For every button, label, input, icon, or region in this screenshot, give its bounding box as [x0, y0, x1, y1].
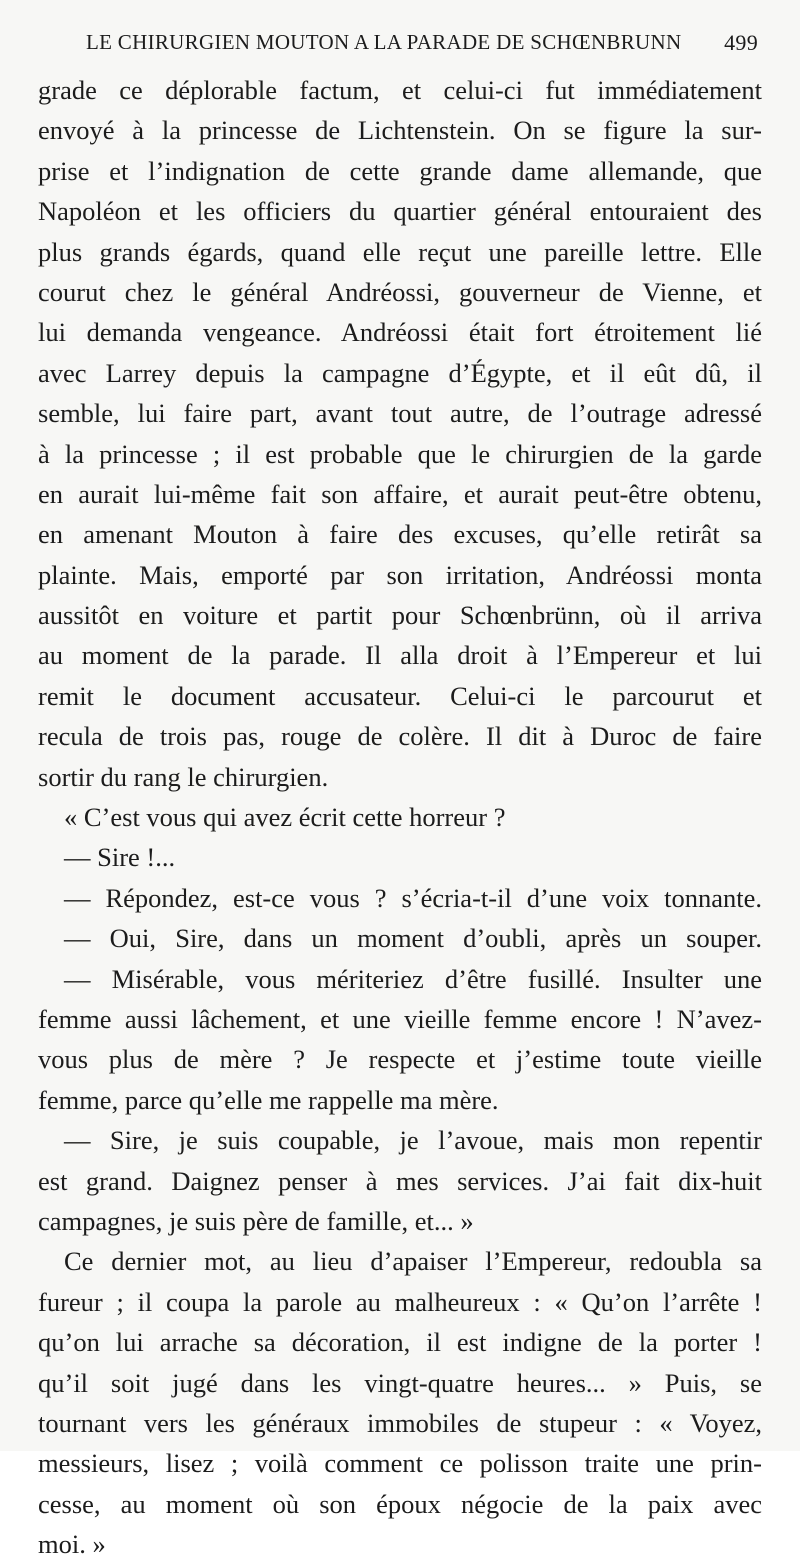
text-line: cesse, au moment où son époux négocie de la paix avec [38, 1488, 762, 1519]
text-line: moi. » [38, 1529, 106, 1560]
text-line: grade ce déplorable factum, et celui-ci fut immédiatement [38, 75, 762, 105]
text-line: femme, parce qu’elle me rappelle ma mère. [38, 1084, 499, 1115]
running-title: LE CHIRURGIEN MOUTON A LA PARADE DE SCHŒNBRUNN [86, 30, 682, 54]
text-line: messieurs, lisez ; voilà comment ce polisson traite une prin- [38, 1448, 762, 1479]
text-line: plainte. Mais, emporté par son irritation, Andréossi monta [38, 559, 762, 590]
text-line: plus grands égards, quand elle reçut une pareille lettre. Elle [38, 236, 762, 267]
text-line: campagnes, je suis père de famille, et... » [38, 1205, 474, 1236]
body-text [38, 70, 762, 1564]
text-line: Ce dernier mot, au lieu d’apaiser l’Empereur, redoubla sa [64, 1246, 762, 1277]
text-line: en amenant Mouton à faire des excuses, qu’elle retirât sa [38, 519, 762, 550]
text-line: en aurait lui-même fait son affaire, et aurait peut-être obtenu, [38, 478, 762, 509]
text-line: lui demanda vengeance. Andréossi était fort étroitement lié [38, 317, 762, 348]
text-line: remit le document accusateur. Celui-ci le parcourut et [38, 680, 762, 711]
text-line: qu’on lui arrache sa décoration, il est indigne de la porter ! [38, 1327, 762, 1358]
text-line: — Oui, Sire, dans un moment d’oubli, après un souper. [64, 923, 762, 954]
text-line: qu’il soit jugé dans les vingt-quatre heures... » Puis, se [38, 1367, 762, 1398]
text-line: tournant vers les généraux immobiles de stupeur : « Voyez, [38, 1407, 762, 1438]
text-line: — Répondez, est-ce vous ? s’écria-t-il d’une voix tonnante. [64, 882, 762, 913]
text-line: femme aussi lâchement, et une vieille femme encore ! N’avez- [38, 1003, 762, 1034]
text-line: courut chez le général Andréossi, gouverneur de Vienne, et [38, 276, 762, 307]
text-line: sortir du rang le chirurgien. [38, 761, 329, 792]
text-line: — Sire, je suis coupable, je l’avoue, mais mon repentir [64, 1125, 762, 1156]
text-line: à la princesse ; il est probable que le chirurgien de la garde [38, 438, 762, 469]
running-head [86, 30, 758, 62]
text-line: — Misérable, vous mériteriez d’être fusillé. Insulter une [64, 963, 762, 994]
text-line: est grand. Daignez penser à mes services. J’ai fait dix-huit [38, 1165, 762, 1196]
text-line: fureur ; il coupa la parole au malheureux : « Qu’on l’arrête ! [38, 1286, 762, 1317]
text-line: semble, lui faire part, avant tout autre, de l’outrage adressé [38, 398, 762, 429]
text-line: Napoléon et les officiers du quartier général entouraient des [38, 196, 762, 227]
text-line: — Sire !... [64, 842, 176, 873]
page-number: 499 [724, 30, 758, 55]
text-line: vous plus de mère ? Je respecte et j’estime toute vieille [38, 1044, 762, 1075]
text-line: envoyé à la princesse de Lichtenstein. On se figure la sur- [38, 115, 762, 146]
text-line: avec Larrey depuis la campagne d’Égypte, et il eût dû, il [38, 357, 762, 388]
text-line: prise et l’indignation de cette grande dame allemande, que [38, 155, 762, 186]
text-line: « C’est vous qui avez écrit cette horreur ? [64, 802, 506, 833]
text-line: aussitôt en voiture et partit pour Schœnbrünn, où il arriva [38, 600, 762, 631]
text-line: recula de trois pas, rouge de colère. Il dit à Duroc de faire [38, 721, 762, 752]
text-line: au moment de la parade. Il alla droit à l’Empereur et lui [38, 640, 762, 671]
